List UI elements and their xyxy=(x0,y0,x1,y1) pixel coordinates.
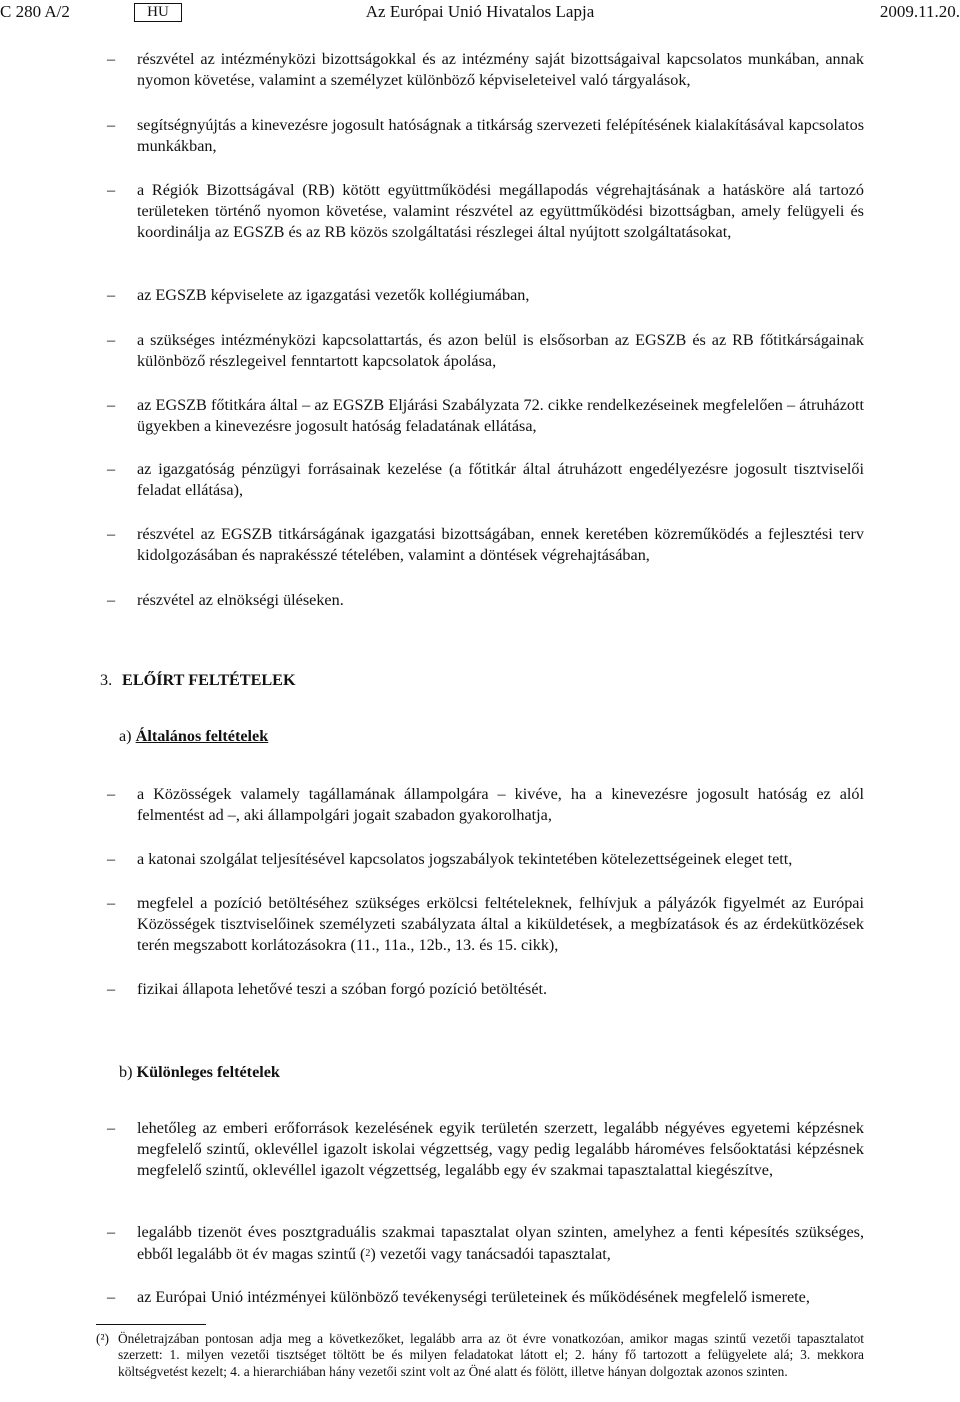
bullet-dash: – xyxy=(107,785,116,803)
list-item-text: a szükséges intézményközi kapcsolattartás, és azon belül is elsősorban az EGSZB és az RB főtitkárságainak különböző részlegeivel fenntartott kapcsolatok ápolása, xyxy=(137,331,864,370)
bullet-dash: – xyxy=(107,286,116,304)
list-item xyxy=(107,285,864,306)
bullet-dash: – xyxy=(107,1288,116,1306)
footnote xyxy=(96,1331,864,1380)
footnote-text: Önéletrajzában pontosan adja meg a következőket, legalább arra az öt évre vonatkozóan, amikor magas szintű vezetői tapasztalatot szerzett: 1. milyen vezetői tisztséget töltött be és milyen feladatokat látott el; 2. hány fő tartozott a felügyelete alá; 3. mekkora költségvetést kezelt; 4. a hierarchiában hány vezetői szint volt az Öné alatt és fölött, illetve hányan dolgoztak azonos szinten. xyxy=(118,1331,864,1379)
bullet-dash: – xyxy=(107,116,116,134)
bullet-dash: – xyxy=(107,50,116,68)
list-item xyxy=(107,459,864,501)
section-title: ELŐÍRT FELTÉTELEK xyxy=(122,671,296,689)
subsection-title: Általános feltételek xyxy=(135,727,269,745)
bullet-dash: – xyxy=(107,591,116,609)
list-item xyxy=(107,893,864,956)
subsection-title: Különleges feltételek xyxy=(136,1063,280,1081)
list-item xyxy=(107,180,864,243)
list-item-text: segítségnyújtás a kinevezésre jogosult hatóságnak a titkárság szervezeti felépítésének kialakításával kapcsolatos munkákban, xyxy=(137,116,864,155)
journal-title: Az Európai Unió Hivatalos Lapja xyxy=(365,2,595,21)
list-item xyxy=(107,330,864,372)
list-item-text: az igazgatóság pénzügyi forrásainak kezelése (a főtitkár által átruházott engedélyezésre jogosult tisztviselői feladat ellátása), xyxy=(137,460,864,499)
bullet-dash: – xyxy=(107,396,116,414)
bullet-dash: – xyxy=(107,525,116,543)
bullet-dash: – xyxy=(107,460,116,478)
list-item-text: az Európai Unió intézményei különböző tevékenységi területeinek és működésének megfelelő ismerete, xyxy=(137,1288,810,1306)
list-item-text: lehetőleg az emberi erőforrások kezelésének egyik területén szerzett, legalább négyéves egyetemi képzésnek megfelelő szintű, oklevéllel igazolt iskolai végzettség, vagy pedig legalább hároméves felsőoktatási képzésnek megfelelő szintű, oklevéllel igazolt végzettség, legalább egy év szakmai tapasztalattal kiegészítve, xyxy=(137,1119,864,1179)
list-item-text: legalább tizenöt éves posztgraduális szakmai tapasztalat olyan szinten, amelyhez a fenti képesítés szükséges, ebből legalább öt év magas szintű xyxy=(137,1223,864,1263)
list-item xyxy=(107,395,864,437)
publication-date: 2009.11.20. xyxy=(879,2,960,21)
list-item-text-cont: vezetői vagy tanácsadói tapasztalat, xyxy=(379,1245,611,1263)
list-item: – legalább tizenöt éves posztgraduális szakmai tapasztalat olyan szinten, amelyhez a fenti képesítés szükséges, ebből legalább öt év magas szintű ($^2$) vezetői vagy tanácsadói tapasztalat, xyxy=(107,1223,864,1263)
language-code-box: HU xyxy=(134,3,182,22)
list-item-text: részvétel az EGSZB titkárságának igazgatási bizottságában, ennek keretében közreműködés a fejlesztési terv kidolgozásában és naprakésszé tételében, valamint a döntések végrehajtásában, xyxy=(137,525,864,564)
list-item-text: részvétel az elnökségi üléseken. xyxy=(137,591,344,609)
list-item-text: részvétel az intézményközi bizottságokkal és az intézmény saját bizottságaival kapcsolatos munkában, annak nyomon követése, valamint a személyzet különböző képviseleteivel való tárgyalások, xyxy=(137,50,864,89)
list-item-text: a Régiók Bizottságával (RB) kötött együttműködési megállapodás végrehajtásának a hatásköre alá tartozó területeken történő nyomon követése, valamint részvétel az együttműködési bizottságban, amely felügyeli és koordinálja az EGSZB és az RB közös szolgáltatási részlegei által nyújtott szolgáltatásokat, xyxy=(137,181,864,241)
bullet-dash: – xyxy=(107,850,116,868)
bullet-dash: – xyxy=(107,894,116,912)
list-item xyxy=(107,979,864,1000)
bullet-dash: – xyxy=(107,1223,116,1241)
list-item xyxy=(107,590,864,611)
section-heading xyxy=(100,670,296,691)
bullet-dash: – xyxy=(107,181,116,199)
list-item-text: megfelel a pozíció betöltéséhez szükséges erkölcsi feltételeknek, felhívjuk a pályázók figyelmét az Európai Közösségek tisztviselőinek személyzeti szabályzata által a kiküldetések, a megbízatások és az érdekütközések terén megszabott korlátozásokra (11., 11a., 12b., 13. és 15. cikk), xyxy=(137,894,864,954)
bullet-dash: – xyxy=(107,1119,116,1137)
footnote-reference[interactable]: 2 xyxy=(365,1248,371,1259)
list-item xyxy=(107,49,864,91)
list-item xyxy=(107,849,864,870)
list-item-text: fizikai állapota lehetővé teszi a szóban forgó pozíció betöltését. xyxy=(137,980,548,998)
list-item xyxy=(107,784,864,826)
footnote-marker: (²) xyxy=(96,1331,109,1346)
list-item xyxy=(107,524,864,566)
list-item-text: az EGSZB képviselete az igazgatási vezetők kollégiumában, xyxy=(137,286,530,304)
subsection-heading-a xyxy=(119,726,268,747)
bullet-dash: – xyxy=(107,331,116,349)
list-item-text: az EGSZB főtitkára által – az EGSZB Eljárási Szabályzata 72. cikke rendelkezéseinek megfelelően – átruházott ügyekben a kinevezésre jogosult hatóság feladatának ellátása, xyxy=(137,396,864,435)
page-header xyxy=(0,0,960,24)
subsection-letter: a) xyxy=(119,727,132,745)
list-item xyxy=(107,1118,864,1181)
list-item-text: a Közösségek valamely tagállamának állampolgára – kivéve, ha a kinevezésre jogosult hatóság ez alól felmentést ad –, aki állampolgári jogait szabadon gyakorolhatja, xyxy=(137,785,864,824)
section-number: 3. xyxy=(100,671,113,689)
footnote-divider xyxy=(96,1324,206,1325)
page-reference: C 280 A/2 xyxy=(0,2,70,21)
bullet-dash: – xyxy=(107,980,116,998)
list-item xyxy=(107,115,864,157)
list-item xyxy=(107,1287,864,1308)
list-item-text: a katonai szolgálat teljesítésével kapcsolatos jogszabályok tekintetében kötelezettségeinek eleget tett, xyxy=(137,850,793,868)
subsection-heading-b xyxy=(119,1062,280,1083)
subsection-letter: b) xyxy=(119,1063,133,1081)
